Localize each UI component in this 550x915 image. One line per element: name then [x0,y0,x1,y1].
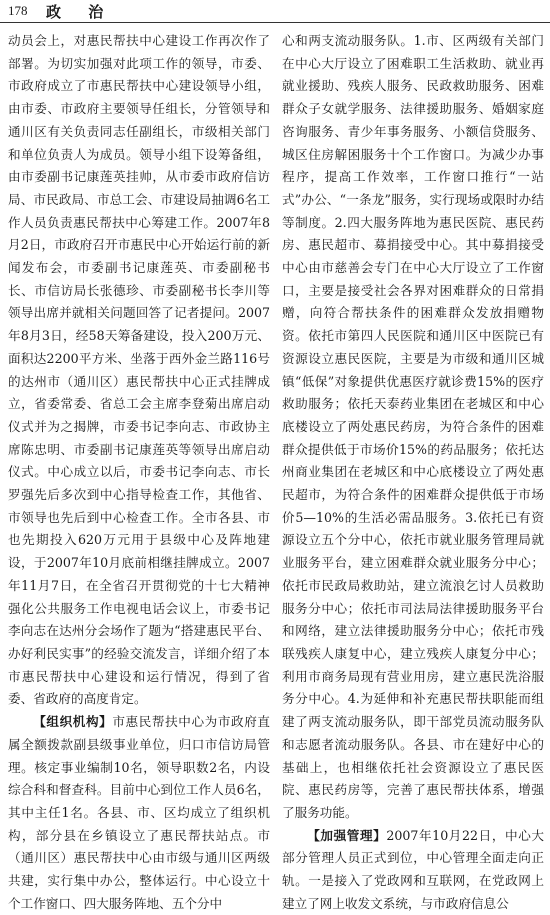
paragraph-left-1: 动员会上，对惠民帮扶中心建设工作再次作了部署。为切实加强对此项工作的领导，市委、市政府成立了市惠民帮扶中心建设领导小组，由市委、市政府主要领导任组长，分管领导和通川区有关负责同志任副组长，市级相关部门和单位负责人为成员。领导小组下设筹备组，由市委副书记康莲英挂帅，从市委市政府信访局、市民政局、市总工会、市建设局抽调6名工作人员负责惠民帮扶中心筹建工作。2007年8月2日，市政府召开市惠民中心开始运行前的新闻发布会，市委副书记康莲英、市委副秘书长、市信访局长张德珍、市委副秘书长李川等领导出席并就相关问题回答了记者提问。2007年8月3日，经58天筹备建设，投入200万元、面积达2200平方米、坐落于西外金兰路116号的达州市（通川区）惠民帮扶中心正式挂牌成立，省委常委、省总工会主席李登菊出席启动仪式并为之揭牌，市委书记李向志、市政协主席陈忠明、市委副书记康莲英等领导出席启动仪式。中心成立以后，市委书记李向志、市长罗强先后多次到中心指导检查工作，其他省、市领导也先后到中心检查工作。全市各县、市也先期投入620万元用于县级中心及阵地建设，于2007年10月底前相继挂牌成立。2007年11月7日，在全省召开贯彻党的十七大精神强化公共服务工作电视电话会议上，市委书记李向志在达州分会场作了题为“搭建惠民平台、办好利民实事”的经验交流发言，详细介绍了本市惠民帮扶中心建设和运行情况，得到了省委、省政府的高度肯定。 [8,33,270,707]
paragraph-left-2 [8,711,270,915]
page-number: 178 [8,3,28,18]
section-title: 政 治 [46,3,115,21]
paragraph-right-1: 心和两支流动服务队。1.市、区两级有关部门在中心大厅设立了困难职工生活救助、就业再就业援助、残疾人服务、民政救助服务、困难群众子女就学服务、法律援助服务、婚姻家庭咨询服务、青少年事务服务、小额信贷服务、城区住房解困服务十个工作窗口。为减少办事程序，提高工作效率，工作窗口推行“一站式”办公、“一条龙”服务，实行现场或限时办结等制度。2.四大服务阵地为惠民医院、惠民药房、惠民超市、募捐接受中心。其中募捐接受中心由市慈善会专门在中心大厅设立了工作窗口，主要是接受社会各界对困难群众的日常捐赠，向符合帮扶条件的困难群众发放捐赠物资。依托市第四人民医院和通川区中医院已有资源设立惠民医院，主要是为市级和通川区城镇“低保”对象提供优惠医疗就诊费15%的医疗救助服务；依托天泰药业集团在老城区和中心底楼设立了两处惠民药房，为符合条件的困难群众提供低于市场价15%的药品服务；依托达州商业集团在老城区和中心底楼设立了两处惠民超市，为符合条件的困难群众提供低于市场价5—10%的生活必需品服务。3.依托已有资源设立五个分中心，依托市就业服务管理局就业服务平台，建立困难群众就业服务分中心；依托市民政局救助站，建立流浪乞讨人员救助服务分中心；依托市司法局法律援助服务平台和网络，建立法律援助服务分中心；依托市残联残疾人康复中心，建立残疾人康复分中心；利用市商务局现有营业用房，建立惠民洗浴服务分中心。4.为延伸和补充惠民帮扶职能而组建了两支流动服务队，即干部党员流动服务队和志愿者流动服务队。各县、市在建好中心的基础上，也相继依托社会资源设立了惠民医院、惠民药房等，完善了惠民帮扶体系，增强了服务功能。 [282,33,544,820]
heading-management: 【加强管理】 [307,827,387,843]
right-column [282,30,544,915]
page-header [0,0,550,23]
paragraph-left-2-body: 市惠民帮扶中心为市政府直属全额拨款副县级事业单位，归口市信访局管理。核定事业编制10名，领导职数2名，内设综合科和督查科。目前中心到位工作人员6名，其中主任1名。各县、市、区均成立了组织机构，部分县在乡镇设立了惠民帮扶站点。市（通川区）惠民帮扶中心由市级与通川区两级共建，实行集中办公，整体运行。中心设立十个工作窗口、四大服务阵地、五个分中 [8,714,271,911]
left-column [8,30,270,915]
paragraph-right-2-body: 2007年10月22日，中心大部分管理人员正式到位，中心管理全面走向正轨。一是接入了党政网和互联网，在党政网上建立了网上收发文系统，与市政府信息公 [282,827,544,911]
heading-organization: 【组织机构】 [33,714,113,730]
paragraph-right-2 [282,825,544,915]
